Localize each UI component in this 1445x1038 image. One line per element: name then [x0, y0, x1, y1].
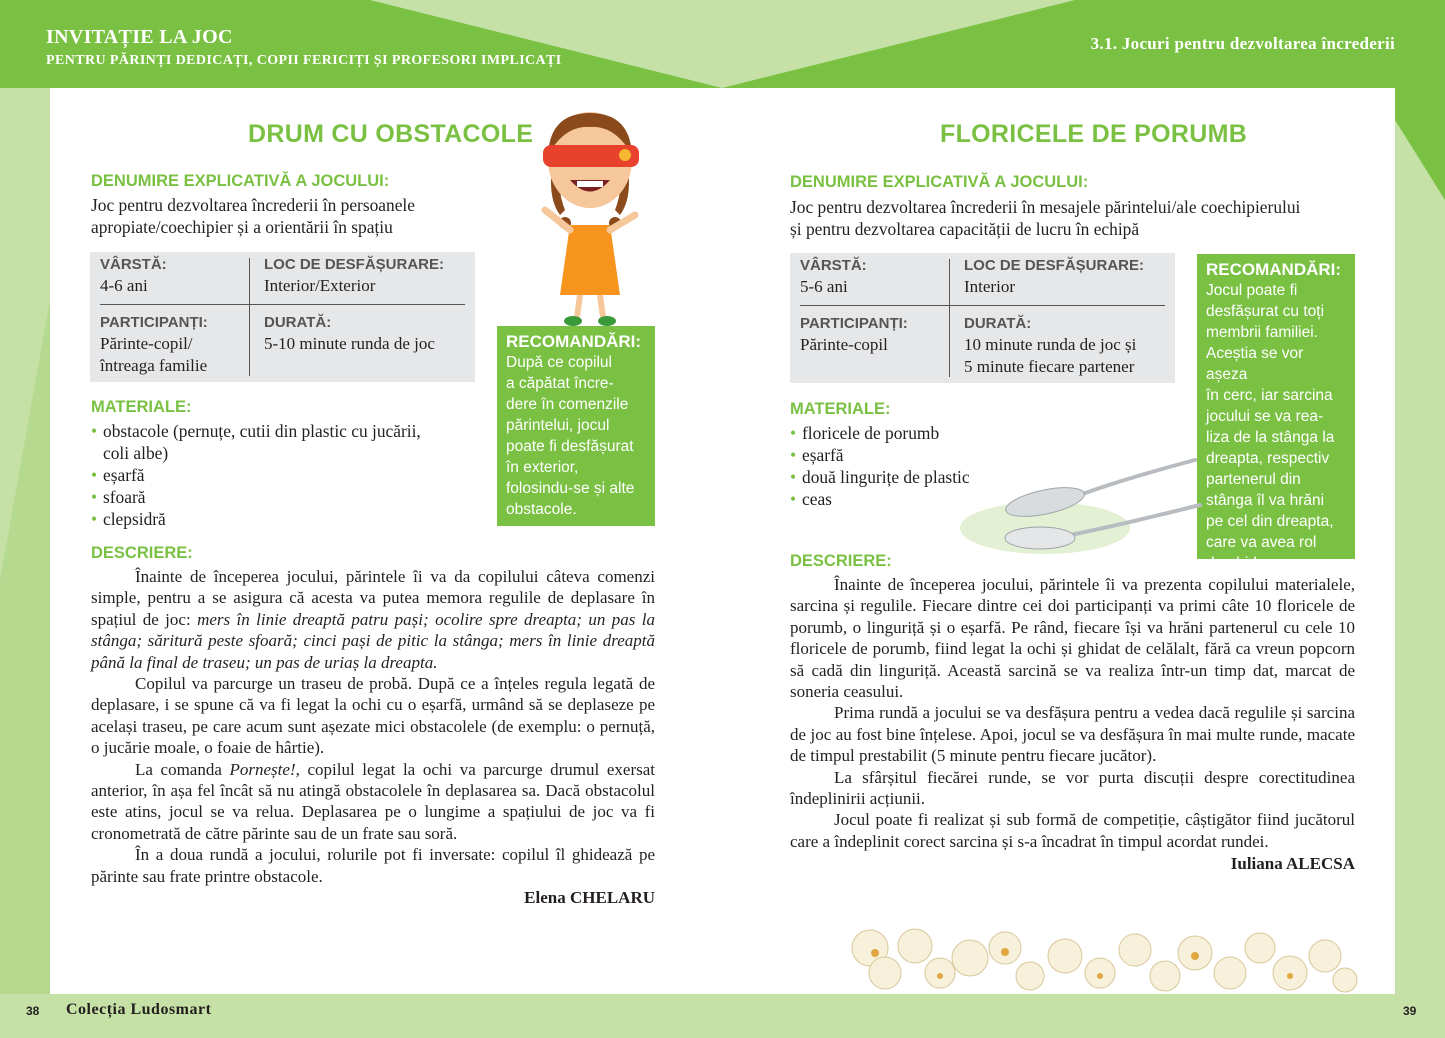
- left-participants-line-2: întreaga familie: [100, 356, 208, 375]
- left-materials-list: [91, 420, 481, 530]
- left-game-title: DRUM CU OBSTACOLE: [248, 120, 534, 148]
- left-explanatory-line-2: apropiate/coechipier și a orientării în spațiu: [91, 217, 393, 237]
- rec-line: părintelui, jocul: [506, 417, 610, 434]
- left-explanatory-text: [91, 194, 415, 238]
- right-description-text: [790, 574, 1355, 852]
- list-item: • floricele de porumb: [790, 422, 1010, 444]
- rec-line: jocului se va rea-: [1206, 408, 1324, 425]
- left-participants-label: PARTICIPANȚI:: [100, 314, 208, 331]
- rec-line: folosindu-se și alte: [506, 480, 635, 497]
- right-materials-label: MATERIALE:: [790, 400, 891, 418]
- rec-line: de ghid.: [1206, 555, 1262, 572]
- right-place-label: LOC DE DESFĂȘURARE:: [964, 257, 1145, 274]
- left-recommendations-text: [506, 352, 646, 520]
- series-subtitle: PENTRU PĂRINȚI DEDICAȚI, COPII FERICIȚI ȘI PROFESORI IMPLICAȚI: [46, 53, 562, 68]
- right-age-label: VÂRSTĂ:: [800, 257, 867, 274]
- left-recommendations-label: RECOMANDĂRI:: [506, 332, 642, 351]
- table-divider: [249, 258, 250, 376]
- left-age-label: VÂRSTĂ:: [100, 256, 167, 273]
- rec-line: dreapta, respectiv: [1206, 450, 1330, 467]
- paragraph: Copilul va parcurge un traseu de probă. După ce a înțeles regula legată de deplasare, i se spune că va fi legat la ochi cu o eșarfă, urmând să se deplaseze pe același traseu, pe care acum sunt așezate mici obstacolele (de exemplu: o pernuță, o jucărie moale, o foaie de hârtie).: [91, 674, 655, 758]
- series-title: INVITAȚIE LA JOC: [46, 26, 233, 48]
- right-duration-label: DURATĂ:: [964, 315, 1032, 332]
- left-recommendations-box: [497, 326, 655, 526]
- right-explanatory-line-2: și pentru dezvoltarea capacității de lucru în echipă: [790, 219, 1140, 239]
- left-duration-value: 5-10 minute runda de joc: [264, 334, 435, 353]
- right-description-label: DESCRIERE:: [790, 552, 892, 570]
- rec-line: partenerul din: [1206, 471, 1301, 488]
- list-item: • obstacole (pernuțe, cutii din plastic cu jucării, coli albe): [91, 420, 481, 464]
- blindfolded-girl-illustration: [525, 105, 655, 330]
- paragraph: Înainte de începerea jocului, părintele îi va prezenta copilului materialele, sarcina și regulile. Fiecare dintre cei doi participanți va primi câte 10 floricele de porumb, o linguriță și o eșarfă. Pe rând, fiecare își va hrăni partenerul cu cele 10 floricele de porumb, fiind legat la ochi și ghidat de celălalt, fără ca vreun popcorn să cadă din linguriță. Această sarcină se va realiza într-un timp dat, marcat de soneria ceasului.: [790, 575, 1355, 702]
- rec-line: desfășurat cu toți: [1206, 303, 1325, 320]
- left-materials-label: MATERIALE:: [91, 398, 192, 416]
- left-place-value: Interior/Exterior: [264, 276, 376, 295]
- right-explanatory-label: DENUMIRE EXPLICATIVĂ A JOCULUI:: [790, 173, 1089, 191]
- rec-line: dere în comenzile: [506, 396, 629, 413]
- right-recommendations-box: [1197, 254, 1355, 572]
- rec-line: liza de la stânga la: [1206, 429, 1335, 446]
- left-age-cell: [100, 256, 167, 297]
- left-place-label: LOC DE DESFĂȘURARE:: [264, 256, 445, 273]
- left-explanatory-label: DENUMIRE EXPLICATIVĂ A JOCULUI:: [91, 172, 390, 190]
- rec-line: Aceștia se vor așeza: [1206, 345, 1304, 383]
- rec-line: Jocul poate fi: [1206, 282, 1298, 299]
- paragraph: Înainte de începerea jocului, părintele îi va da copilului câteva comenzi simple, pentru a se asigura că acesta va putea memora regulile de deplasare în spațiul de joc: mers în linie dreaptă patru pași; ocolire spre dreapta; un pas la stânga; săritură peste sfoară; cinci pași de pitic la stânga; mers în linie dreaptă până la final de traseu; un pas de uriaș la dreapta.: [91, 567, 655, 672]
- right-game-title: FLORICELE DE PORUMB: [940, 120, 1248, 148]
- spoons-illustration: [960, 450, 1205, 560]
- rec-line: obstacole.: [506, 501, 577, 518]
- popcorn-illustration: [845, 918, 1360, 1008]
- left-participants-line-1: Părinte-copil/: [100, 334, 193, 353]
- rec-line: în exterior,: [506, 459, 579, 476]
- paragraph: Jocul poate fi realizat și sub formă de competiție, câștigător fiind jucătorul care a îndeplinit corect sarcina și s-a încadrat în timpul acordat rundei.: [790, 810, 1355, 851]
- rec-line: a căpătat încre-: [506, 375, 614, 392]
- table-divider: [800, 305, 1165, 306]
- list-item: • eșarfă: [91, 464, 481, 486]
- right-participants-cell: [800, 315, 908, 356]
- rec-line: pe cel din dreapta,: [1206, 513, 1334, 530]
- table-divider: [100, 304, 465, 305]
- right-place-value: Interior: [964, 277, 1015, 296]
- rec-line: în cerc, iar sarcina: [1206, 387, 1333, 404]
- right-info-table: [790, 253, 1175, 383]
- right-duration-line-2: 5 minute fiecare partener: [964, 357, 1135, 376]
- paragraph: La sfârșitul fiecărei runde, se vor purta discuții despre corectitudinea îndeplinirii acțiunii.: [790, 767, 1355, 809]
- series-header: [46, 26, 562, 69]
- left-info-table: [90, 252, 475, 382]
- rec-line: care va avea rol: [1206, 534, 1317, 551]
- left-duration-cell: [264, 314, 435, 355]
- right-age-value: 5-6 ani: [800, 277, 848, 296]
- right-place-cell: [964, 257, 1144, 298]
- table-divider: [949, 259, 950, 377]
- left-author: Elena CHELARU: [524, 888, 655, 907]
- right-participants-value: Părinte-copil: [800, 335, 888, 354]
- rec-line: După ce copilul: [506, 354, 612, 371]
- paragraph: La comanda Pornește!, copilul legat la ochi va parcurge drumul exersat anterior, în așa fel încât să nu atingă obstacolele în deplasarea sa. Dacă obstacolul este atins, jocul se va relua. Deplasarea pe o lungime a spațiului de joc va fi cronometrată de către părinte sau de un frate sau soră.: [91, 759, 655, 843]
- list-item: • două lingurițe de plastic: [790, 466, 1010, 488]
- right-explanatory-text: [790, 196, 1300, 240]
- right-author: Iuliana ALECSA: [1230, 854, 1355, 873]
- rec-line: poate fi desfășurat: [506, 438, 634, 455]
- list-item: • eșarfă: [790, 444, 1010, 466]
- left-duration-label: DURATĂ:: [264, 314, 332, 331]
- footer-brand: Colecția Ludosmart: [66, 1001, 212, 1018]
- right-recommendations-text: [1206, 280, 1346, 574]
- chapter-title: 3.1. Jocuri pentru dezvoltarea încrederii: [1090, 34, 1395, 53]
- page-number-left: 38: [26, 1004, 40, 1018]
- right-participants-label: PARTICIPANȚI:: [800, 315, 908, 332]
- right-duration-cell: [964, 315, 1136, 378]
- right-recommendations-label: RECOMANDĂRI:: [1206, 260, 1342, 279]
- paragraph: Prima rundă a jocului se va desfășura pentru a vedea dacă regulile și sarcina de joc au fost bine înțelese. Apoi, jocul se va desfășura în mai multe runde, macate de timpul prestabilit (5 minute pentru fiecare jucător).: [790, 703, 1355, 766]
- right-duration-line-1: 10 minute runda de joc și: [964, 335, 1137, 354]
- paragraph: În a doua rundă a jocului, rolurile pot fi inversate: copilul îl ghidează pe părinte sau frate printre obstacole.: [91, 845, 655, 886]
- left-participants-cell: [100, 314, 208, 377]
- rec-line: stânga îl va hrăni: [1206, 492, 1325, 509]
- left-explanatory-line-1: Joc pentru dezvoltarea încrederii în persoanele: [91, 195, 415, 215]
- list-item: • ceas: [790, 488, 1010, 510]
- right-explanatory-line-1: Joc pentru dezvoltarea încrederii în mesajele părintelui/ale coechipierului: [790, 197, 1301, 217]
- left-age-value: 4-6 ani: [100, 276, 148, 295]
- rec-line: membrii familiei.: [1206, 324, 1318, 341]
- left-description-text: [91, 566, 655, 887]
- left-description-label: DESCRIERE:: [91, 544, 193, 562]
- left-place-cell: [264, 256, 444, 297]
- list-item: • clepsidră: [91, 508, 481, 530]
- page-number-right: 39: [1403, 1004, 1417, 1018]
- right-age-cell: [800, 257, 867, 298]
- list-item: • sfoară: [91, 486, 481, 508]
